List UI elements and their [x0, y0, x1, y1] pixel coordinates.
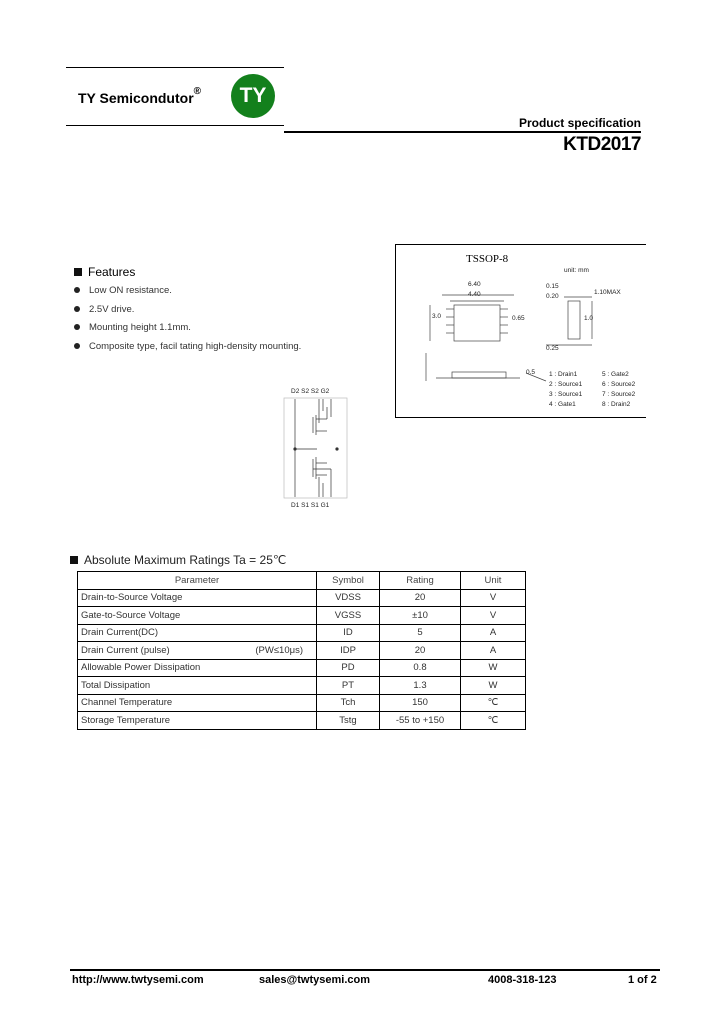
feature-item: Mounting height 1.1mm. — [74, 322, 191, 333]
col-header-rating: Rating — [380, 572, 461, 590]
table-header-row — [78, 572, 526, 590]
dim-label: 6.40 — [468, 281, 481, 288]
dim-label: 1.10MAX — [594, 289, 621, 296]
doc-type: Product specification — [518, 116, 641, 130]
table-row: Channel Temperature Tch 150 ℃ — [78, 694, 526, 712]
features-title: Features — [74, 265, 135, 279]
feature-item: Low ON resistance. — [74, 285, 172, 296]
pin-label: 2 : Source1 — [549, 381, 583, 388]
brand-name: TY Semicondutor® — [78, 86, 202, 106]
circuit-schematic — [283, 397, 349, 500]
header-rule-top — [66, 67, 284, 68]
dim-label: 4.40 — [468, 291, 481, 298]
table-row: Drain Current(DC) ID 5 A — [78, 624, 526, 642]
header-rule-main — [284, 131, 641, 133]
package-outline-box — [395, 244, 646, 418]
circuit-bottom-labels: D1 S1 S1 G1 — [291, 502, 330, 509]
table-row: Gate-to-Source Voltage VGSS ±10 V — [78, 607, 526, 625]
page-number: 1 of 2 — [628, 974, 657, 986]
table-row: Total Dissipation PT 1.3 W — [78, 677, 526, 695]
ratings-table — [77, 571, 526, 730]
pin-label: 5 : Gate2 — [602, 371, 629, 378]
dim-label: 0.20 — [546, 293, 559, 300]
company-logo: TY — [231, 74, 275, 118]
feature-item: 2.5V drive. — [74, 304, 134, 315]
part-number: KTD2017 — [563, 134, 641, 155]
circuit-top-labels: D2 S2 S2 G2 — [291, 388, 330, 395]
pin-label: 1 : Drain1 — [549, 371, 578, 378]
package-name: TSSOP-8 — [466, 253, 509, 265]
package-unit: unit: mm — [564, 267, 589, 274]
pin-label: 4 : Gate1 — [549, 401, 576, 408]
circuit-diagram — [283, 388, 349, 514]
pin-label: 3 : Source1 — [549, 391, 583, 398]
ratings-title: Absolute Maximum Ratings Ta = 25℃ — [70, 553, 286, 567]
col-header-unit: Unit — [461, 572, 526, 590]
footer-website-link[interactable]: http://www.twtysemi.com — [72, 974, 204, 986]
dim-label: 0.15 — [546, 283, 559, 290]
dim-label: 0.5 — [526, 369, 536, 376]
col-header-parameter: Parameter — [78, 572, 317, 590]
feature-item: Composite type, facil tating high-density mounting. — [74, 341, 301, 352]
col-header-symbol: Symbol — [317, 572, 380, 590]
footer-rule — [70, 969, 660, 971]
dim-label: 0.65 — [512, 315, 525, 322]
pin-label: 6 : Source2 — [602, 381, 636, 388]
dim-label: 0.25 — [546, 345, 559, 352]
table-row: Allowable Power Dissipation PD 0.8 W — [78, 659, 526, 677]
table-row: Drain Current (pulse) (PW≤10μs) IDP 20 A — [78, 642, 526, 660]
footer-phone: 4008-318-123 — [488, 974, 557, 986]
header-rule-short — [66, 125, 284, 126]
table-row: Storage Temperature Tstg -55 to +150 ℃ — [78, 712, 526, 730]
footer-email-link[interactable]: sales@twtysemi.com — [259, 974, 370, 986]
table-row: Drain-to-Source Voltage VDSS 20 V — [78, 589, 526, 607]
dim-label: 1.0 — [584, 315, 594, 322]
dim-label: 3.0 — [432, 313, 442, 320]
pin-label: 7 : Source2 — [602, 391, 636, 398]
pin-label: 8 : Drain2 — [602, 401, 631, 408]
